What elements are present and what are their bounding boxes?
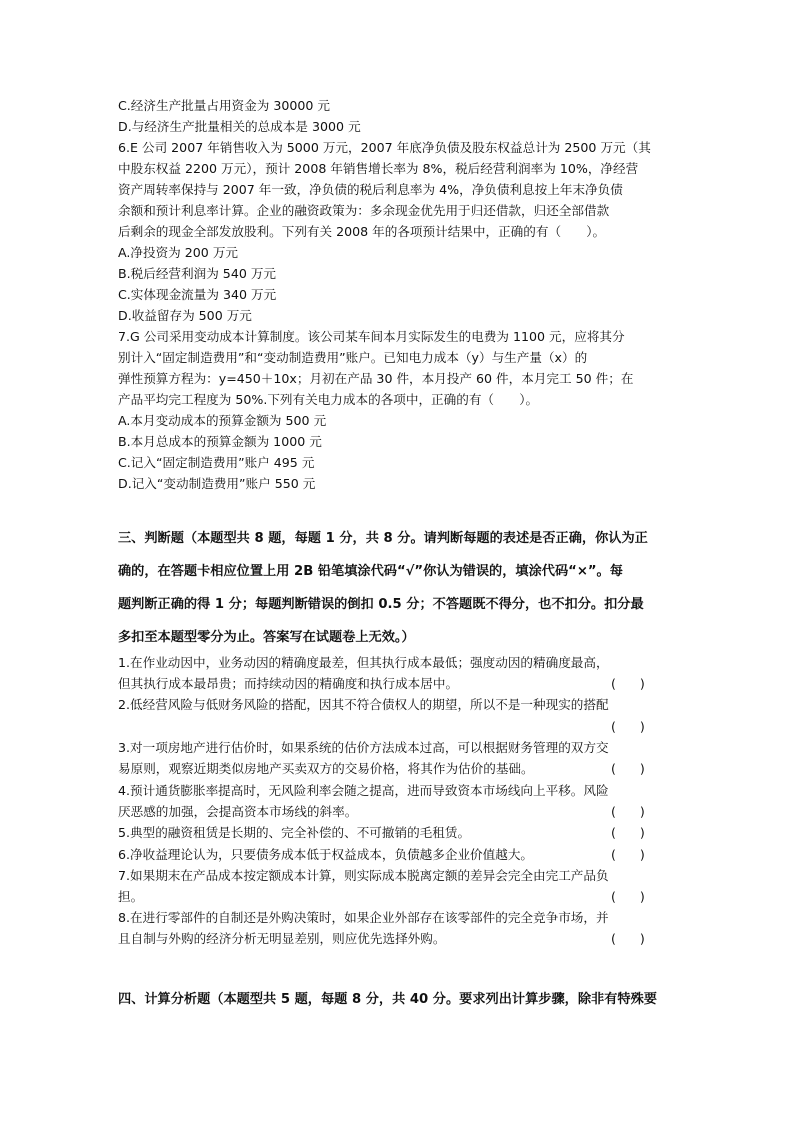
judgment-item-line: 8.在进行零部件的自制还是外购决策时，如果企业外部存在该零部件的完全竞争市场，并	[118, 910, 609, 925]
question-stem-line: 产品平均完工程度为 50%.下列有关电力成本的各项中，正确的有（ ）。	[118, 392, 539, 407]
answer-parentheses: ( )	[611, 804, 645, 819]
section-heading-line: 题判断正确的得 1 分；每题判断错误的倒扣 0.5 分；不答题既不得分，也不扣分。扣分最	[118, 597, 644, 612]
judgment-item-line: 厌恶感的加强，会提高资本市场线的斜率。	[118, 804, 358, 819]
option-line: D.收益留存为 500 万元	[118, 308, 252, 323]
question-stem-line: 7.G 公司采用变动成本计算制度。该公司某车间本月实际发生的电费为 1100 元，应将其分	[118, 329, 625, 344]
judgment-item-line: 1.在作业动因中，业务动因的精确度最差，但其执行成本最低；强度动因的精确度最高，	[118, 655, 609, 670]
option-line: D.记入“变动制造费用”账户 550 元	[118, 476, 316, 491]
question-stem-line: 别计入“固定制造费用”和“变动制造费用”账户。已知电力成本（y）与生产量（x）的	[118, 350, 588, 365]
option-line: A.本月变动成本的预算金额为 500 元	[118, 413, 327, 428]
option-line: A.净投资为 200 万元	[118, 245, 239, 260]
section-heading-line: 确的，在答题卡相应位置上用 2B 铅笔填涂代码“√”你认为错误的，填涂代码“×”。每	[118, 564, 623, 579]
option-line: B.税后经营利润为 540 万元	[118, 266, 277, 281]
option-line: C.实体现金流量为 340 万元	[118, 287, 277, 302]
question-stem-line: 弹性预算方程为：y=450＋10x；月初在产品 30 件，本月投产 60 件，本月完工 50 件；在	[118, 371, 634, 386]
judgment-item-line: 6.净收益理论认为，只要债务成本低于权益成本，负债越多企业价值越大。	[118, 847, 534, 862]
option-line: C.经济生产批量占用资金为 30000 元	[118, 98, 330, 113]
judgment-item-line: 但其执行成本最昂贵；而持续动因的精确度和执行成本居中。	[118, 676, 459, 691]
question-stem-line: 余额和预计利息率计算。企业的融资政策为：多余现金优先用于归还借款，归还全部借款	[118, 203, 610, 218]
judgment-item-line: 5.典型的融资租赁是长期的、完全补偿的、不可撤销的毛租赁。	[118, 825, 471, 840]
answer-parentheses: ( )	[611, 931, 645, 946]
section-heading-line: 多扣至本题型零分为止。答案写在试题卷上无效。）	[118, 630, 415, 645]
answer-parentheses: ( )	[611, 676, 645, 691]
answer-parentheses: ( )	[611, 825, 645, 840]
question-stem-line: 中股东权益 2200 万元），预计 2008 年销售增长率为 8%，税后经营利润率为 10%，净经营	[118, 161, 639, 176]
section-heading-line: 三、判断题（本题型共 8 题，每题 1 分，共 8 分。请判断每题的表述是否正确，你认为正	[118, 531, 648, 546]
option-line: C.记入“固定制造费用”账户 495 元	[118, 455, 315, 470]
judgment-item-line: 2.低经营风险与低财务风险的搭配，因其不符合债权人的期望，所以不是一种现实的搭配	[118, 697, 609, 712]
question-stem-line: 6.E 公司 2007 年销售收入为 5000 万元，2007 年底净负债及股东权益总计为 2500 万元（其	[118, 140, 651, 155]
answer-parentheses: ( )	[611, 889, 645, 904]
judgment-item-line: 3.对一项房地产进行估价时，如果系统的估价方法成本过高，可以根据财务管理的双方交	[118, 740, 609, 755]
judgment-item-line: 且自制与外购的经济分析无明显差别，则应优先选择外购。	[118, 931, 446, 946]
section-heading-line: 四、计算分析题（本题型共 5 题，每题 8 分，共 40 分。要求列出计算步骤，除非有特殊要	[118, 992, 657, 1007]
answer-parentheses: ( )	[611, 719, 645, 734]
question-stem-line: 资产周转率保持与 2007 年一致，净负债的税后利息率为 4%，净负债利息按上年末净负债	[118, 182, 623, 197]
option-line: B.本月总成本的预算金额为 1000 元	[118, 434, 322, 449]
judgment-item-line: 4.预计通货膨胀率提高时，无风险利率会随之提高，进而导致资本市场线向上平移。风险	[118, 783, 609, 798]
answer-parentheses: ( )	[611, 847, 645, 862]
judgment-item-line: 担。	[118, 889, 144, 904]
judgment-item-line: 7.如果期末在产品成本按定额成本计算，则实际成本脱离定额的差异会完全由完工产品负	[118, 868, 609, 883]
answer-parentheses: ( )	[611, 761, 645, 776]
option-line: D.与经济生产批量相关的总成本是 3000 元	[118, 119, 361, 134]
judgment-item-line: 易原则，观察近期类似房地产买卖双方的交易价格，将其作为估价的基础。	[118, 761, 534, 776]
question-stem-line: 后剩余的现金全部发放股利。下列有关 2008 年的各项预计结果中，正确的有（ ）。	[118, 224, 606, 239]
